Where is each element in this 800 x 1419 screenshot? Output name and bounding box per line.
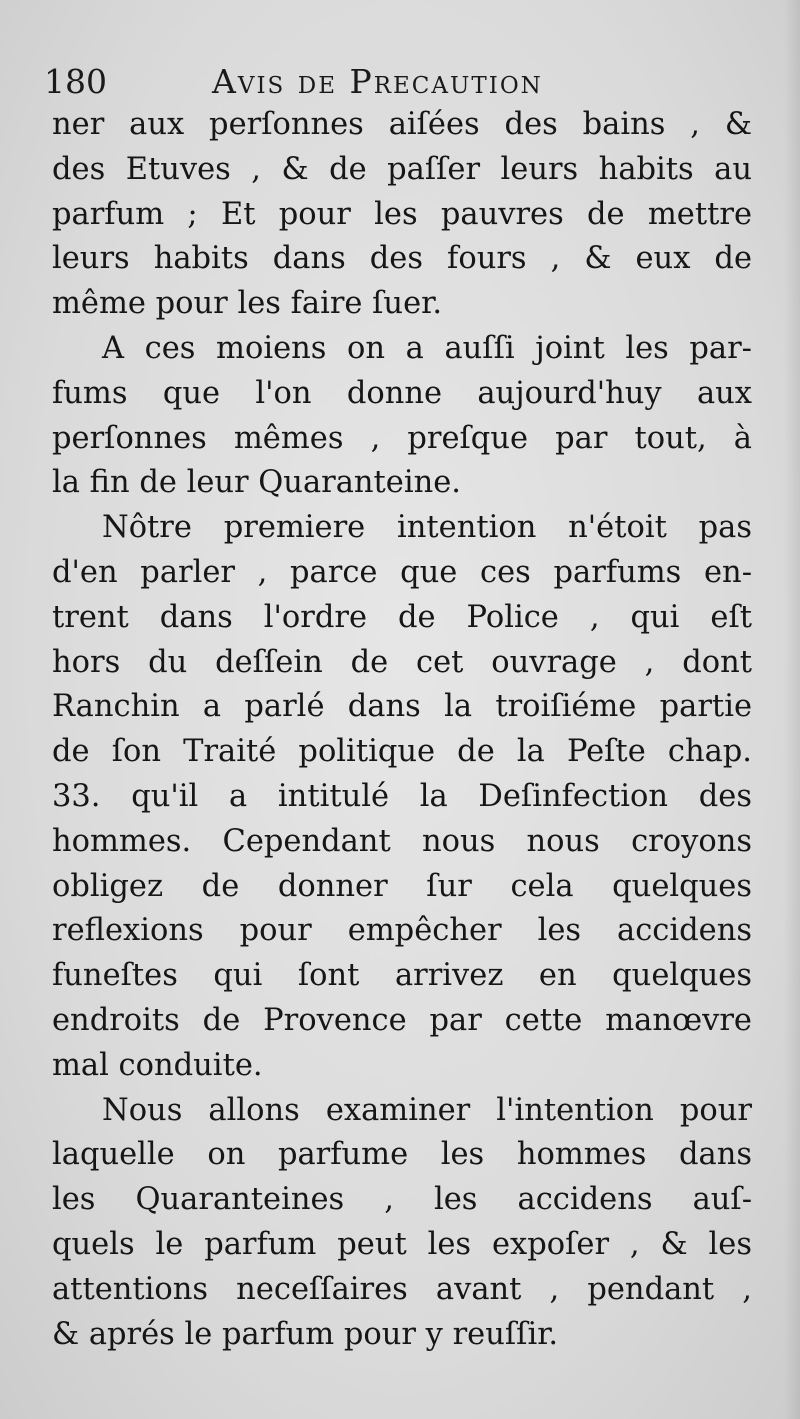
text-line: quels le parfum peut les expoſer , & les bbox=[52, 1226, 752, 1262]
text-line: les Quaranteines , les accidens auſ- bbox=[52, 1182, 752, 1218]
text-line: attentions neceſſaires avant , pendant , bbox=[52, 1271, 752, 1307]
paragraph bbox=[52, 506, 752, 1088]
text-line: & aprés le parfum pour y reuſſir. bbox=[52, 1316, 559, 1352]
text-line: ner aux perſonnes aiſées des bains , & bbox=[52, 107, 752, 142]
running-head: Avis de Precaution bbox=[212, 62, 543, 101]
text-line: Nous allons examiner l'intention pour bbox=[102, 1092, 752, 1128]
text-line: funeſtes qui ſont arrivez en quelques bbox=[52, 958, 752, 994]
text-line: A ces moiens on a auſſi joint les par- bbox=[102, 330, 752, 366]
text-line: Ranchin a parlé dans la troiſiéme partie bbox=[52, 689, 752, 725]
text-line: des Etuves , & de paſſer leurs habits au bbox=[52, 151, 752, 187]
text-line: reflexions pour empêcher les accidens bbox=[52, 913, 752, 949]
text-line: obligez de donner ſur cela quelques bbox=[52, 868, 752, 904]
text-line: parfum ; Et pour les pauvres de mettre bbox=[52, 196, 752, 232]
text-line: trent dans l'ordre de Police , qui eſt bbox=[52, 599, 752, 635]
text-line: de ſon Traité politique de la Peſte chap. bbox=[52, 734, 752, 770]
text-line: hors du deſſein de cet ouvrage , dont bbox=[52, 644, 752, 680]
body-text bbox=[52, 103, 752, 1357]
text-line: laquelle on parfume les hommes dans bbox=[52, 1137, 752, 1173]
text-line: même pour les faire ſuer. bbox=[52, 286, 443, 322]
text-line: hommes. Cependant nous nous croyons bbox=[52, 823, 752, 859]
text-line: fums que l'on donne aujourd'huy aux bbox=[52, 375, 752, 411]
text-line: d'en parler , parce que ces parfums en- bbox=[52, 554, 752, 590]
paragraph bbox=[52, 1089, 752, 1358]
text-line: la fin de leur Quaranteine. bbox=[52, 465, 461, 501]
paragraph bbox=[52, 327, 752, 506]
text-line: endroits de Provence par cette manœvre bbox=[52, 1002, 752, 1038]
text-line: perſonnes mêmes , preſque par tout, à bbox=[52, 420, 752, 456]
text-line: Nôtre premiere intention n'étoit pas bbox=[102, 510, 752, 546]
paragraph bbox=[52, 103, 752, 327]
text-line: mal conduite. bbox=[52, 1047, 263, 1083]
page-edge-shadow bbox=[784, 0, 800, 1419]
text-line: leurs habits dans des fours , & eux de bbox=[52, 241, 752, 277]
page-number: 180 bbox=[44, 62, 107, 101]
text-line: 33. qu'il a intitulé la Deſinfection des bbox=[52, 778, 752, 814]
